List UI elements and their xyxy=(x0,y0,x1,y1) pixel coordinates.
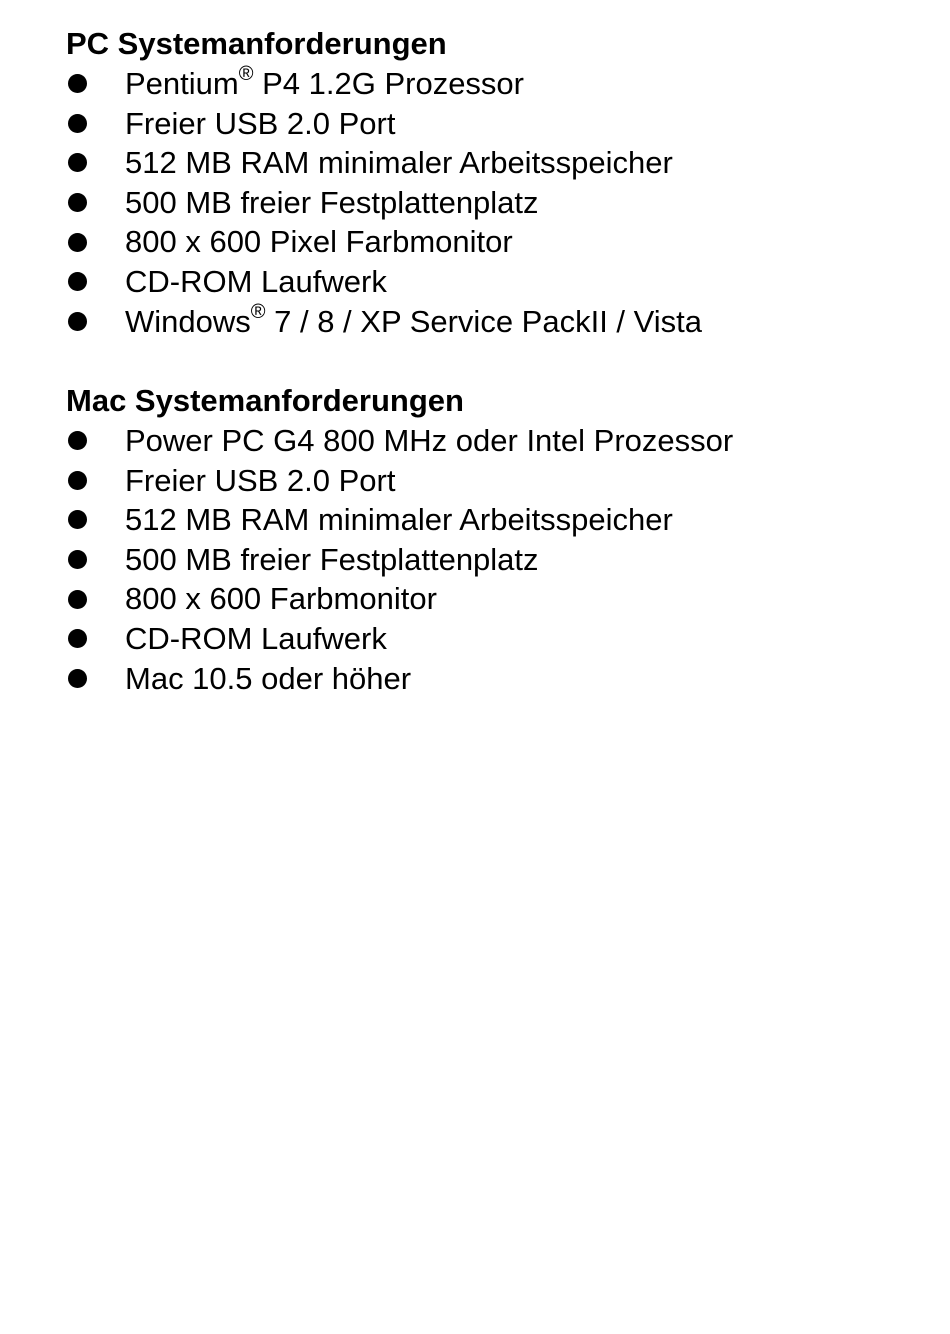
bullet-icon xyxy=(68,590,87,609)
list-item-text: 512 MB RAM minimaler Arbeitsspeicher xyxy=(125,145,673,181)
list-item-text: 800 x 600 Pixel Farbmonitor xyxy=(125,224,513,260)
list-item xyxy=(66,64,926,104)
list-item xyxy=(66,183,926,223)
mac-requirements-section xyxy=(66,381,926,698)
bullet-icon xyxy=(68,312,87,331)
list-item-text: 800 x 600 Farbmonitor xyxy=(125,581,437,617)
bullet-icon xyxy=(68,153,87,172)
list-item xyxy=(66,222,926,262)
list-item xyxy=(66,104,926,144)
list-item-text: 500 MB freier Festplattenplatz xyxy=(125,184,539,220)
list-item-text: Freier USB 2.0 Port xyxy=(125,462,396,498)
bullet-icon xyxy=(68,114,87,133)
list-item xyxy=(66,262,926,302)
mac-requirements-list xyxy=(66,421,926,698)
list-item-text: Windows® 7 / 8 / XP Service PackII / Vista xyxy=(125,300,703,339)
list-item-text: 512 MB RAM minimaler Arbeitsspeicher xyxy=(125,502,673,538)
list-item xyxy=(66,461,926,501)
list-item-text: Mac 10.5 oder höher xyxy=(125,660,412,696)
bullet-icon xyxy=(68,272,87,291)
pc-requirements-list xyxy=(66,64,926,341)
mac-requirements-heading: Mac Systemanforderungen xyxy=(66,383,464,418)
list-item-text: Power PC G4 800 MHz oder Intel Prozessor xyxy=(125,423,734,458)
list-item-text: Pentium® P4 1.2G Prozessor xyxy=(125,63,524,101)
list-item-text: 500 MB freier Festplattenplatz xyxy=(125,541,539,577)
list-item-text: Freier USB 2.0 Port xyxy=(125,105,396,141)
list-item-text: CD-ROM Laufwerk xyxy=(125,263,387,299)
list-item xyxy=(66,659,926,699)
list-item xyxy=(66,540,926,580)
bullet-icon xyxy=(68,74,87,93)
bullet-icon xyxy=(68,550,87,569)
pc-requirements-section xyxy=(66,24,926,341)
registered-mark: ® xyxy=(250,300,266,323)
list-item xyxy=(66,143,926,183)
bullet-icon xyxy=(68,669,87,688)
bullet-icon xyxy=(68,193,87,212)
bullet-icon xyxy=(68,431,87,450)
list-item xyxy=(66,500,926,540)
pc-requirements-heading: PC Systemanforderungen xyxy=(66,26,447,61)
list-item xyxy=(66,619,926,659)
list-item xyxy=(66,579,926,619)
bullet-icon xyxy=(68,471,87,490)
list-item-text: CD-ROM Laufwerk xyxy=(125,620,387,656)
registered-mark: ® xyxy=(238,63,254,85)
bullet-icon xyxy=(68,233,87,252)
bullet-icon xyxy=(68,629,87,648)
list-item xyxy=(66,302,926,342)
list-item xyxy=(66,421,926,461)
bullet-icon xyxy=(68,510,87,529)
